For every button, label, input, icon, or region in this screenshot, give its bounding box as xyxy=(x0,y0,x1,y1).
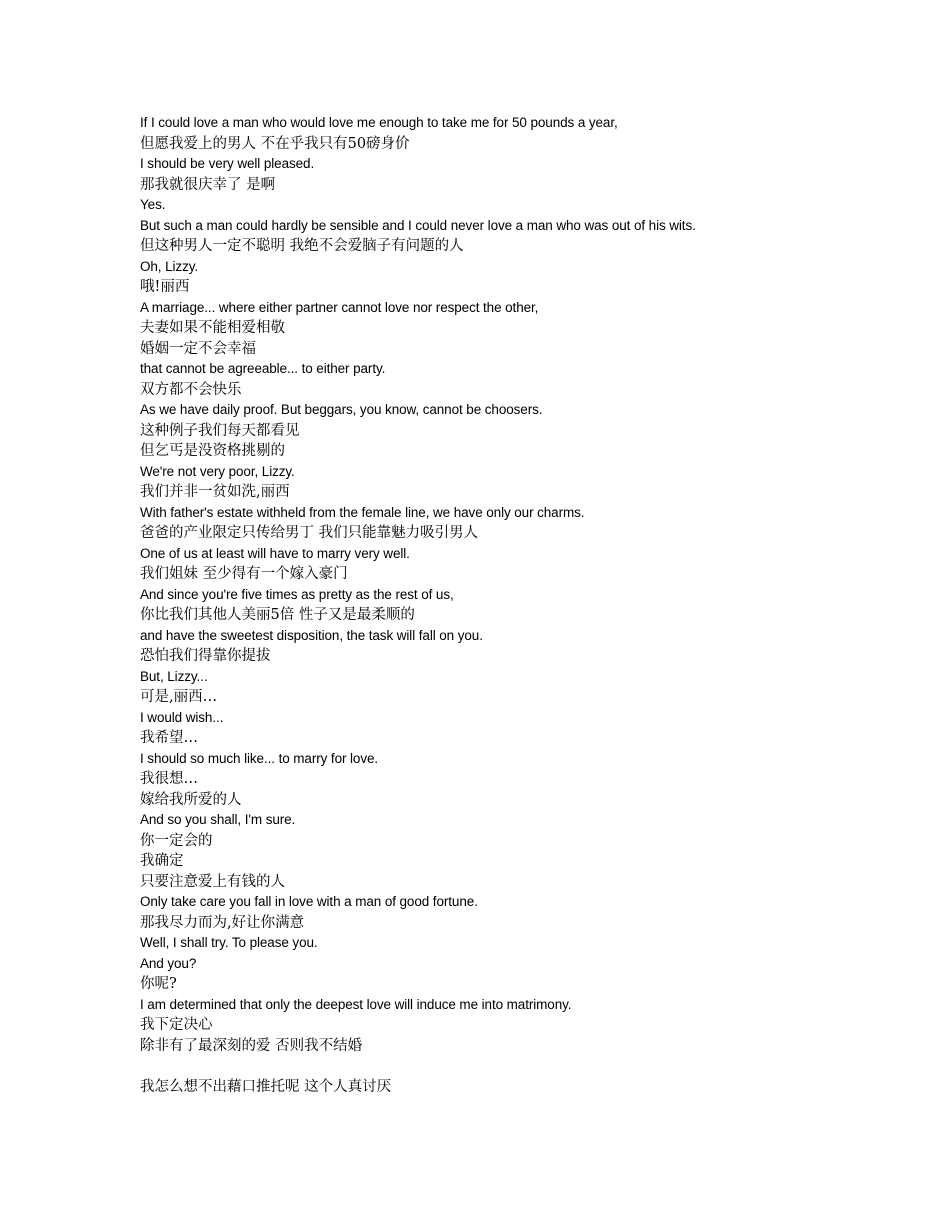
chinese-subtitle-line: 我们并非一贫如洗,丽西 xyxy=(140,484,290,500)
english-subtitle-line: Yes. xyxy=(140,197,166,212)
english-subtitle-line: I am determined that only the deepest love will induce me into matrimony. xyxy=(140,996,572,1012)
chinese-subtitle-line: 哦!丽西 xyxy=(140,279,190,295)
chinese-subtitle-line: 你呢? xyxy=(140,976,177,992)
english-subtitle-line: Oh, Lizzy. xyxy=(140,258,199,274)
chinese-subtitle-line: 双方都不会快乐 xyxy=(140,381,242,398)
english-subtitle-line: I should so much like... to marry for love. xyxy=(140,750,379,766)
chinese-subtitle-line: 可是,丽西… xyxy=(140,689,218,705)
chinese-subtitle-line: 我确定 xyxy=(140,853,184,869)
english-subtitle-line: As we have daily proof. But beggars, you know, cannot be choosers. xyxy=(140,402,543,417)
english-subtitle-line: that cannot be agreeable... to either party. xyxy=(140,361,386,376)
chinese-subtitle-line: 爸爸的产业限定只传给男丁 我们只能靠魅力吸引男人 xyxy=(140,525,479,541)
chinese-subtitle-line: 婚姻一定不会幸福 xyxy=(140,340,256,357)
subtitle-transcript xyxy=(140,113,920,1097)
english-subtitle-line: With father's estate withheld from the female line, we have only our charms. xyxy=(140,504,585,520)
english-subtitle-line: Only take care you fall in love with a man of good fortune. xyxy=(140,894,478,909)
english-subtitle-line: And so you shall, I'm sure. xyxy=(140,812,296,827)
english-subtitle-line: We're not very poor, Lizzy. xyxy=(140,463,295,479)
chinese-subtitle-line: 我们姐妹 至少得有一个嫁入豪门 xyxy=(140,566,348,582)
chinese-subtitle-line: 那我就很庆幸了 是啊 xyxy=(140,176,276,193)
chinese-subtitle-line: 你一定会的 xyxy=(140,832,213,849)
chinese-subtitle-line: 但愿我爱上的男人 不在乎我只有50磅身价 xyxy=(140,135,410,152)
english-subtitle-line: I would wish... xyxy=(140,709,224,725)
english-subtitle-line: And since you're five times as pretty as the rest of us, xyxy=(140,586,454,602)
english-subtitle-line: One of us at least will have to marry very well. xyxy=(140,545,410,561)
chinese-subtitle-line: 但这种男人一定不聪明 我绝不会爱脑子有问题的人 xyxy=(140,238,464,254)
chinese-subtitle-line: 我很想… xyxy=(140,771,198,787)
english-subtitle-line: I should be very well pleased. xyxy=(140,156,315,171)
english-subtitle-line: and have the sweetest disposition, the task will fall on you. xyxy=(140,627,483,643)
english-subtitle-line: A marriage... where either partner cannot love nor respect the other, xyxy=(140,299,539,315)
chinese-subtitle-line: 这种例子我们每天都看见 xyxy=(140,422,300,439)
chinese-subtitle-line: 你比我们其他人美丽5倍 性子又是最柔顺的 xyxy=(140,607,415,623)
english-subtitle-line: But such a man could hardly be sensible and I could never love a man who was out of his wits. xyxy=(140,217,696,233)
chinese-subtitle-line: 恐怕我们得靠你提拔 xyxy=(140,648,271,664)
chinese-subtitle-line: 我希望… xyxy=(140,730,198,746)
chinese-subtitle-line: 但乞丐是没资格挑剔的 xyxy=(140,443,285,459)
english-subtitle-line: And you? xyxy=(140,955,197,971)
english-subtitle-line: But, Lizzy... xyxy=(140,668,208,684)
chinese-subtitle-line: 嫁给我所爱的人 xyxy=(140,791,242,808)
english-subtitle-line: Well, I shall try. To please you. xyxy=(140,935,318,950)
chinese-subtitle-line: 除非有了最深刻的爱 否则我不结婚 xyxy=(140,1037,363,1054)
chinese-subtitle-line: 只要注意爱上有钱的人 xyxy=(140,873,285,890)
blank-line xyxy=(140,1056,920,1077)
chinese-subtitle-line: 那我尽力而为,好让你满意 xyxy=(140,914,305,931)
english-subtitle-line: If I could love a man who would love me enough to take me for 50 pounds a year, xyxy=(140,115,618,130)
chinese-subtitle-line: 我怎么想不出藉口推托呢 这个人真讨厌 xyxy=(140,1078,392,1095)
chinese-subtitle-line: 夫妻如果不能相爱相敬 xyxy=(140,320,285,336)
chinese-subtitle-line: 我下定决心 xyxy=(140,1017,213,1033)
